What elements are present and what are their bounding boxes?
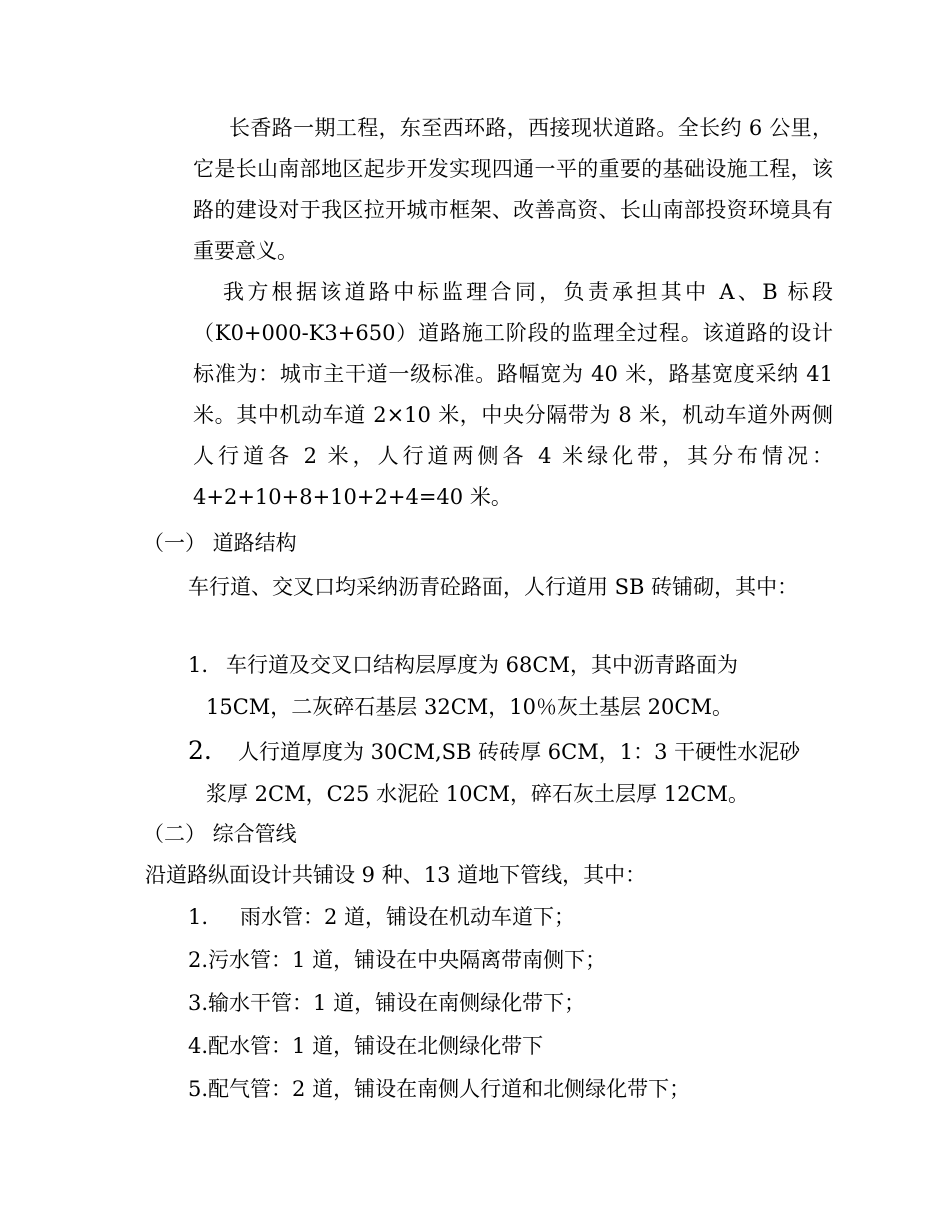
pipe-item-text: 污水管：1 道，铺设在中央隔离带南侧下； [208, 948, 607, 972]
pipe-item-number: 5. [188, 1077, 209, 1101]
pipe-item-number: 4. [188, 1034, 209, 1058]
pipe-item-number: 1. [188, 905, 209, 929]
pipelines-intro: 沿道路纵面设计共铺设 9 种、13 道地下管线，其中： [145, 863, 647, 887]
structure-list-item [188, 730, 833, 815]
pipe-list-item [188, 899, 575, 935]
structure-list-item [188, 644, 833, 728]
pipe-list-item [188, 1028, 543, 1064]
section-heading-pipelines: （二） 综合管线 [143, 822, 297, 846]
section-heading-road-structure: （一） 道路结构 [143, 531, 297, 555]
pipe-item-text: 雨水管：2 道，铺设在机动车道下； [240, 905, 576, 929]
pipe-list-item [188, 1071, 690, 1107]
road-structure-intro: 车行道、交叉口均采纳沥青砼路面，人行道用 SB 砖铺砌，其中： [188, 575, 799, 599]
pipe-item-number: 3. [188, 991, 209, 1015]
list-item-first-line: 人行道厚度为 30CM,SB 砖砖厚 6CM，1：3 干硬性水泥砂 [238, 740, 801, 764]
scope-paragraph: 我方根据该道路中标监理合同，负责承担其中 A、B 标段（K0+000-K3+650）道路施工阶段的监理全过程。该道路的设计标准为：城市主干道一级标准。路幅宽为 40 米，路基宽度采纳 41 米。其中机动车道 2×10 米，中央分隔带为 8 米，机动车道外两侧人行道各 2 米，人行道两侧各 4 米绿化带，其分布情况： 4+2+10+8+10+2+4=40 米。 [193, 280, 833, 509]
list-item-number: 1. [188, 653, 209, 677]
list-item-continuation: 15CM，二灰碎石基层 32CM，10％灰土基层 20CM。 [206, 695, 733, 719]
intro-paragraph: 长香路一期工程，东至西环路，西接现状道路。全长约 6 公里，它是长山南部地区起步开发实现四通一平的重要的基础设施工程，该路的建设对于我区拉开城市框架、改善高资、长山南部投资环境具有重要意义。 [193, 116, 833, 263]
list-item-first-line: 车行道及交叉口结构层厚度为 68CM，其中沥青路面为 [226, 653, 738, 677]
pipe-list-item [188, 985, 585, 1021]
pipe-item-text: 配气管：2 道，铺设在南侧人行道和北侧绿化带下； [208, 1077, 691, 1101]
pipe-item-text: 配水管：1 道，铺设在北侧绿化带下 [208, 1034, 544, 1058]
pipe-item-text: 输水干管：1 道，铺设在南侧绿化带下； [208, 991, 586, 1015]
pipe-item-number: 2. [188, 948, 209, 972]
pipe-list-item [188, 942, 606, 978]
list-item-number: 2. [188, 736, 212, 765]
list-item-continuation: 浆厚 2CM，C25 水泥砼 10CM，碎石灰土层厚 12CM。 [206, 782, 750, 806]
